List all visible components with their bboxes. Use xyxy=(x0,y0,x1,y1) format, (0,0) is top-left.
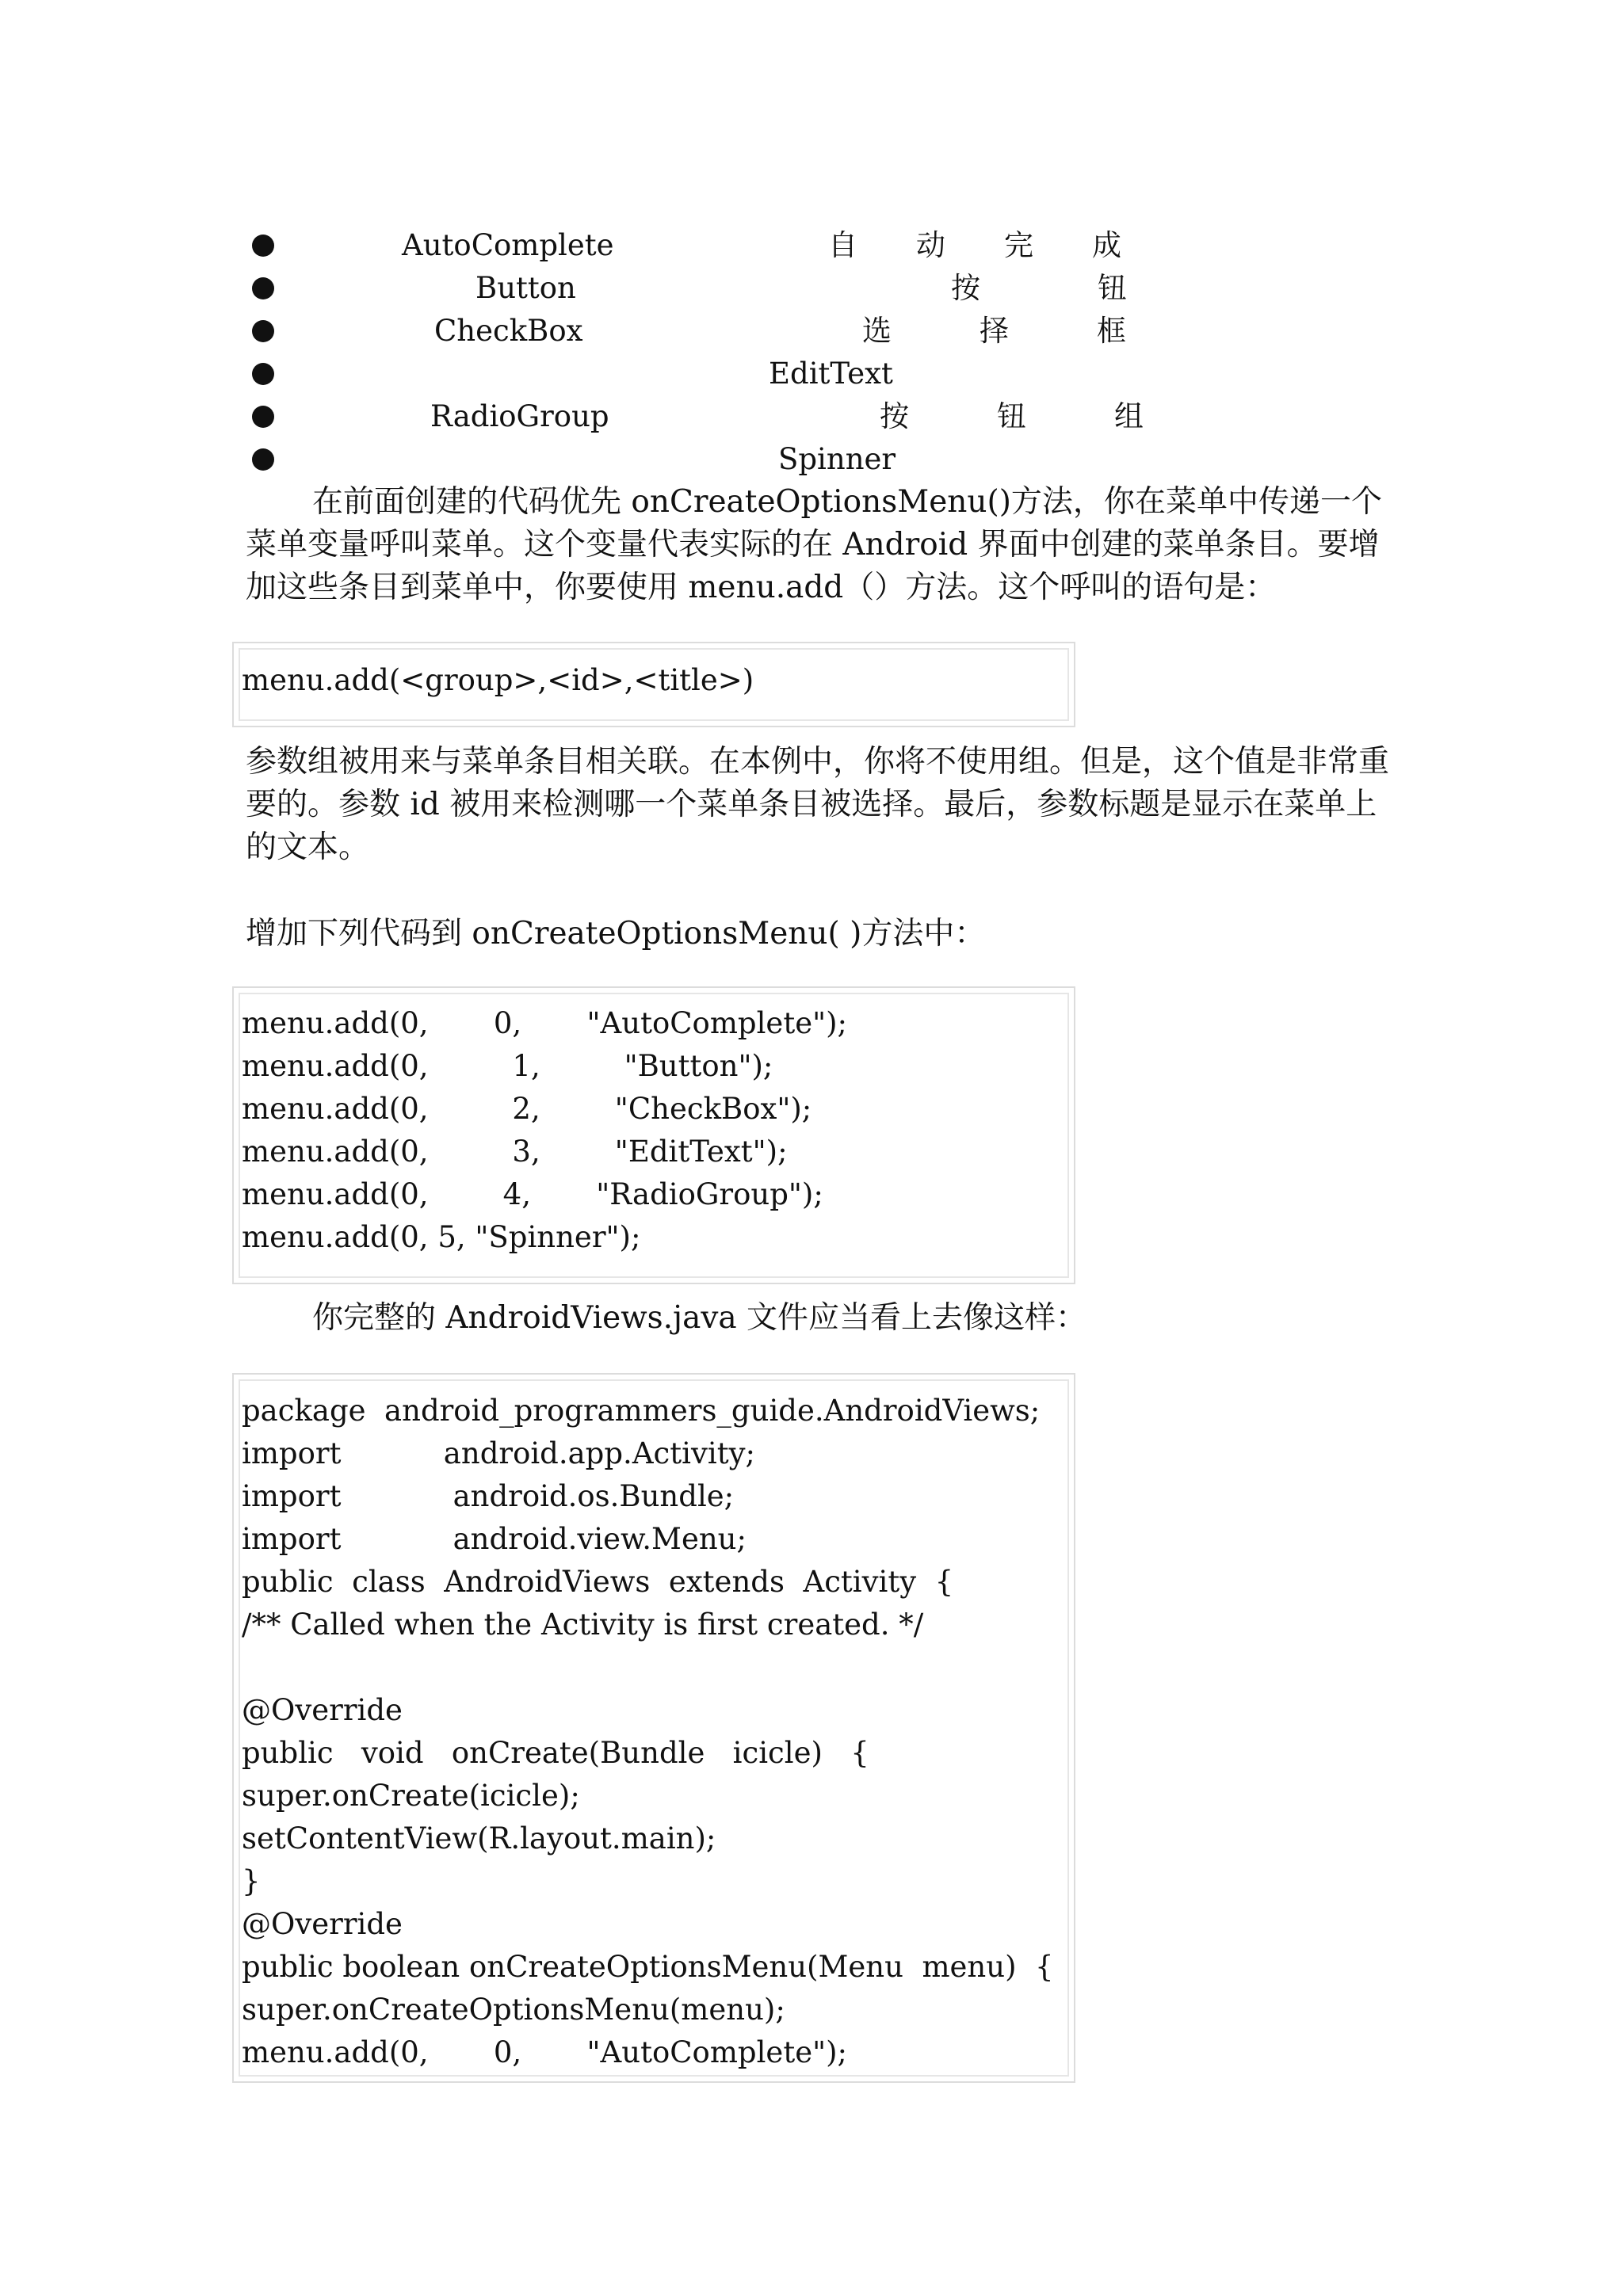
list-item-label: AutoComplete xyxy=(402,228,614,262)
bullet-icon xyxy=(252,235,274,257)
code-line: menu.add(0, 0, "AutoComplete"); xyxy=(242,1006,848,1040)
code-line: setContentView(R.layout.main); xyxy=(242,1821,716,1855)
code-line: super.onCreate(icicle); xyxy=(242,1779,580,1813)
code-line: menu.add(0, 2, "CheckBox"); xyxy=(242,1092,812,1126)
code-line: menu.add(0, 3, "EditText"); xyxy=(242,1135,788,1169)
bullet-icon xyxy=(252,406,274,428)
paragraph-intro: 在前面创建的代码优先 onCreateOptionsMenu()方法，你在菜单中传递一个菜单变量呼叫菜单。这个变量代表实际的在 Android 界面中创建的菜单条目。要增加这些条目到菜单中，你要使用 menu.add（）方法。这个呼叫的语句是： xyxy=(246,484,1382,605)
list-item-meaning: 选 择 框 xyxy=(862,314,1126,348)
code-line: public void onCreate(Bundle icicle) { xyxy=(242,1736,869,1770)
bullet-icon xyxy=(252,363,274,385)
code-line: package android_programmers_guide.AndroidViews; xyxy=(242,1394,1041,1428)
code-line: import android.os.Bundle; xyxy=(242,1479,735,1513)
list-item-meaning: 按 钮 xyxy=(951,271,1127,305)
list-item-label: RadioGroup xyxy=(430,399,609,433)
list-item-label: Button xyxy=(475,271,576,305)
code-line: menu.add(0, 5, "Spinner"); xyxy=(242,1220,641,1254)
paragraph-params: 参数组被用来与菜单条目相关联。在本例中，你将不使用组。但是，这个值是非常重要的。参数 id 被用来检测哪一个菜单条目被选择。最后，参数标题是显示在菜单上的文本。 xyxy=(246,744,1390,865)
code-line: menu.add(<group>,<id>,<title>) xyxy=(242,663,754,697)
paragraph-add-code: 增加下列代码到 onCreateOptionsMenu( )方法中： xyxy=(246,916,986,952)
bullet-icon xyxy=(252,320,274,342)
code-line: menu.add(0, 1, "Button"); xyxy=(242,1049,773,1083)
paragraph-full-file: 你完整的 AndroidViews.java 文件应当看上去像这样： xyxy=(312,1300,1087,1336)
code-line: menu.add(0, 0, "AutoComplete"); xyxy=(242,2035,848,2069)
list-item-meaning: 按 钮 组 xyxy=(880,399,1144,433)
code-line: @Override xyxy=(242,1907,403,1941)
code-line: public class AndroidViews extends Activity { xyxy=(242,1565,954,1599)
code-line: menu.add(0, 4, "RadioGroup"); xyxy=(242,1177,823,1211)
code-line: super.onCreateOptionsMenu(menu); xyxy=(242,1993,785,2027)
bullet-icon xyxy=(252,448,274,471)
code-line: } xyxy=(242,1864,261,1898)
code-line: import android.view.Menu; xyxy=(242,1522,747,1556)
list-item-meaning: 自 动 完 成 xyxy=(828,228,1121,262)
list-item-label: CheckBox xyxy=(434,314,583,348)
list-item-label: EditText xyxy=(769,357,893,391)
code-line: @Override xyxy=(242,1693,403,1727)
list-item-label: Spinner xyxy=(778,442,896,476)
bullet-icon xyxy=(252,277,274,299)
code-line: public boolean onCreateOptionsMenu(Menu menu) { xyxy=(242,1950,1054,1984)
code-line: import android.app.Activity; xyxy=(242,1436,755,1470)
code-line: /** Called when the Activity is first created. */ xyxy=(242,1608,924,1642)
